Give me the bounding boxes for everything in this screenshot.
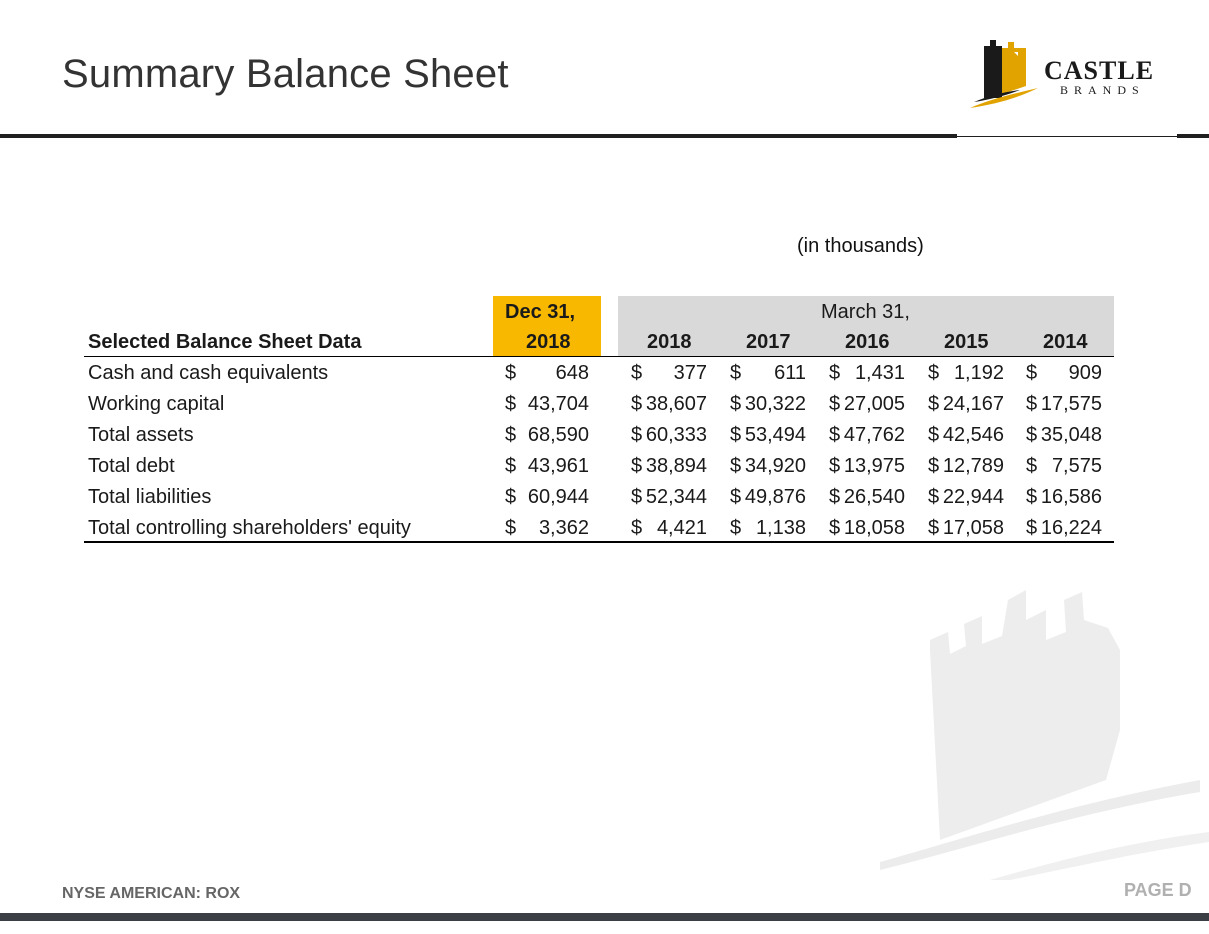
dec-header-line1: Dec 31, xyxy=(505,301,576,323)
table-cell-value: 49,876 xyxy=(744,486,806,508)
currency-symbol: $ xyxy=(928,455,940,477)
table-cell-value: 13,975 xyxy=(843,455,905,477)
currency-symbol: $ xyxy=(829,486,841,508)
units-note: (in thousands) xyxy=(797,235,924,257)
table-cell-value: 53,494 xyxy=(744,424,806,446)
table-cell-value: 377 xyxy=(673,362,707,384)
row-label: Total liabilities xyxy=(88,486,212,508)
currency-symbol: $ xyxy=(505,455,517,477)
row-label: Cash and cash equivalents xyxy=(88,362,329,384)
castle-logo-icon xyxy=(968,38,1044,112)
table-cell-value: 35,048 xyxy=(1040,424,1102,446)
header-divider-thin xyxy=(957,136,1177,137)
table-cell-value: 30,322 xyxy=(744,393,806,415)
currency-symbol: $ xyxy=(829,424,841,446)
currency-symbol: $ xyxy=(1026,424,1038,446)
table-cell-value: 648 xyxy=(555,362,589,384)
year-header: 2018 xyxy=(647,331,692,353)
currency-symbol: $ xyxy=(928,517,940,539)
currency-symbol: $ xyxy=(829,393,841,415)
row-label: Total controlling shareholders' equity xyxy=(88,517,411,539)
header-underline xyxy=(84,356,1114,357)
table-cell-value: 1,138 xyxy=(755,517,806,539)
footer-bar xyxy=(0,913,1209,921)
currency-symbol: $ xyxy=(730,424,742,446)
currency-symbol: $ xyxy=(1026,393,1038,415)
currency-symbol: $ xyxy=(1026,486,1038,508)
table-cell-value: 43,704 xyxy=(527,393,589,415)
currency-symbol: $ xyxy=(1026,455,1038,477)
page-title: Summary Balance Sheet xyxy=(62,52,509,96)
table-cell-value: 4,421 xyxy=(656,517,707,539)
currency-symbol: $ xyxy=(730,486,742,508)
table-cell-value: 24,167 xyxy=(942,393,1004,415)
currency-symbol: $ xyxy=(505,362,517,384)
table-cell-value: 611 xyxy=(774,362,806,384)
logo-subtitle: BRANDS xyxy=(1060,83,1145,97)
currency-symbol: $ xyxy=(1026,517,1038,539)
year-header: 2014 xyxy=(1043,331,1088,353)
footer-ticker: NYSE AMERICAN: ROX xyxy=(62,885,241,902)
currency-symbol: $ xyxy=(730,362,742,384)
row-label: Total assets xyxy=(88,424,194,446)
table-cell-value: 38,894 xyxy=(645,455,707,477)
currency-symbol: $ xyxy=(928,486,940,508)
balance-sheet-table xyxy=(84,296,1114,546)
table-cell-value: 16,224 xyxy=(1040,517,1102,539)
table-cell-value: 38,607 xyxy=(645,393,707,415)
year-header: 2015 xyxy=(944,331,989,353)
table-cell-value: 1,192 xyxy=(953,362,1004,384)
table-cell-value: 68,590 xyxy=(527,424,589,446)
table-cell-value: 34,920 xyxy=(744,455,806,477)
currency-symbol: $ xyxy=(928,424,940,446)
page-number: PAGE D xyxy=(1124,880,1192,900)
table-cell-value: 52,344 xyxy=(645,486,707,508)
logo-wordmark: CASTLE xyxy=(1044,56,1155,85)
currency-symbol: $ xyxy=(505,424,517,446)
table-bottom-rule xyxy=(84,541,1114,543)
table-cell-value: 42,546 xyxy=(942,424,1004,446)
table-cell-value: 3,362 xyxy=(538,517,589,539)
currency-symbol: $ xyxy=(829,517,841,539)
currency-symbol: $ xyxy=(730,393,742,415)
year-header: 2016 xyxy=(845,331,890,353)
currency-symbol: $ xyxy=(505,486,517,508)
currency-symbol: $ xyxy=(928,393,940,415)
table-cell-value: 26,540 xyxy=(843,486,905,508)
currency-symbol: $ xyxy=(829,455,841,477)
table-cell-value: 47,762 xyxy=(843,424,905,446)
table-cell-value: 16,586 xyxy=(1040,486,1102,508)
currency-symbol: $ xyxy=(829,362,841,384)
table-cell-value: 22,944 xyxy=(942,486,1004,508)
table-cell-value: 12,789 xyxy=(942,455,1004,477)
table-cell-value: 60,944 xyxy=(527,486,589,508)
table-cell-value: 7,575 xyxy=(1051,455,1102,477)
currency-symbol: $ xyxy=(928,362,940,384)
march-header: March 31, xyxy=(821,301,910,323)
currency-symbol: $ xyxy=(1026,362,1038,384)
currency-symbol: $ xyxy=(631,362,643,384)
row-label: Working capital xyxy=(88,393,225,415)
currency-symbol: $ xyxy=(631,517,643,539)
table-cell-value: 909 xyxy=(1068,362,1102,384)
castle-watermark-icon xyxy=(870,580,1209,880)
currency-symbol: $ xyxy=(505,517,517,539)
year-header: 2017 xyxy=(746,331,791,353)
table-cell-value: 17,058 xyxy=(942,517,1004,539)
table-cell-value: 17,575 xyxy=(1040,393,1102,415)
logo xyxy=(968,38,1168,112)
currency-symbol: $ xyxy=(631,486,643,508)
table-cell-value: 18,058 xyxy=(843,517,905,539)
table-cell-value: 60,333 xyxy=(645,424,707,446)
currency-symbol: $ xyxy=(631,424,643,446)
currency-symbol: $ xyxy=(631,393,643,415)
currency-symbol: $ xyxy=(631,455,643,477)
table-cell-value: 43,961 xyxy=(527,455,589,477)
dec-header-line2: 2018 xyxy=(526,331,571,353)
table-cell-value: 27,005 xyxy=(843,393,905,415)
section-label: Selected Balance Sheet Data xyxy=(88,331,362,353)
currency-symbol: $ xyxy=(730,455,742,477)
table-cell-value: 1,431 xyxy=(854,362,905,384)
row-label: Total debt xyxy=(88,455,175,477)
currency-symbol: $ xyxy=(505,393,517,415)
currency-symbol: $ xyxy=(730,517,742,539)
